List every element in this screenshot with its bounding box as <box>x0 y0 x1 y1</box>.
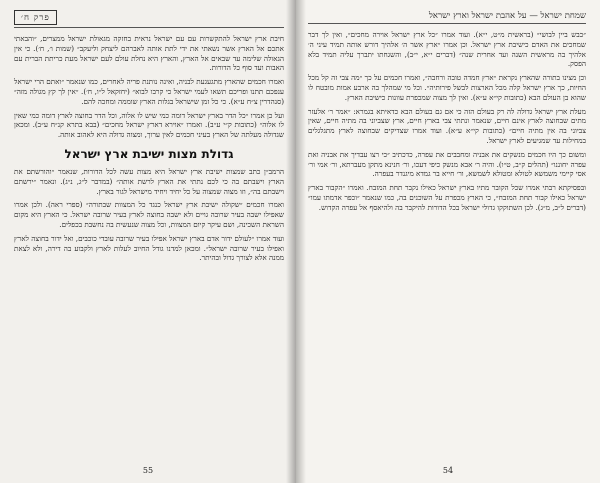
page-number-left: 55 <box>142 466 154 475</box>
paragraph: ואמרו חכמים שהארץ מתגעגעת לבניה, ואינה נותנת פריה לאחרים, כמו שנאמר ״ואתם הרי ישראל ענפכם תתנו ופריכם תשאו לעמי ישראל כי קרבו לבוא״ (יחזקאל ל״ו, ח׳). ״אין לך קץ מגולה מזה״ (סנהדרין צ״ח ע״א). כי כל זמן שישראל בגלות הארץ שוממה ומחכה להם. <box>14 77 284 106</box>
paragraph: וכן מצינו בתורה שהארץ נקראת ״ארץ חמדה טובה ורחבה״, ואמרו חכמים על כך ״מה צבי זה קל מכל החיות, כך ארץ ישראל קלה מכל הארצות לבשל פירותיה״. וכל מי שמהלך בה ארבע אמות מובטח לו שהוא בן העולם הבא (כתובות קי״א ע״א). ואין לך מצוה שמכפרת עוונות כישיבת הארץ. <box>308 73 586 102</box>
left-page-body <box>14 34 284 140</box>
paragraph: ועוד אמרו ״לעולם ידור אדם בארץ ישראל אפילו בעיר שרובה עובדי כוכבים, ואל ידור בחוצה לארץ ואפילו בעיר שרובה ישראל״. ומכאן למדנו גודל החיוב לעלות לארץ ולקבוע בה דירה, ולא לצאת ממנה אלא לצורך גדול ובהיתר. <box>14 233 284 263</box>
paragraph: ובפסיקתא רבתי אמרו שכל הקובר מתיו בארץ ישראל כאילו נקבר תחת המזבח. ואמרו ״הקבור בארץ ישראל כאילו קבור תחת המזבח״, כי הארץ מכפרת על השוכנים בה, כמו שנאמר ״וכפר אדמתו עמו״ (דברים ל״ב, מ״ג). לכן השתוקקו גדולי ישראל בכל הדורות להיקבר בה ולהיאסף אל עפרה הקדוש. <box>308 183 586 212</box>
right-page-body <box>308 30 586 213</box>
paragraph: ״כבש ביין לבושי״ (בראשית מ״ט, י״א). ועוד אמרו ״כל ארץ ישראל אוירה מחכים״, ואין לך דבר שמחכים את האדם כישיבת ארץ ישראל. וכן אמרו ״ארץ אשר ה׳ אלהיך דורש אותה תמיד עיני ה׳ אלהיך בה מראשית השנה ועד אחרית שנה״ (דברים י״א, י״ב), והשגחתו יתברך עליה תמיד בלא הפסק. <box>308 30 586 69</box>
running-head-left <box>14 10 284 28</box>
section-heading: גדולת מצות ישיבת ארץ ישראל <box>64 146 234 161</box>
left-page <box>0 0 296 483</box>
running-head-right <box>308 10 586 24</box>
left-page-body-after-heading <box>14 167 284 263</box>
paragraph: ועל כן אמרו ״כל הדר בארץ ישראל דומה כמי שיש לו אלוה, וכל הדר בחוצה לארץ דומה כמי שאין לו אלוה״ (כתובות ק״י ע״ב). ואמרו ״אוירא דארץ ישראל מחכים״ (בבא בתרא קנ״ח ע״ב). ומכאן שגדולה מעלתה של הארץ בעיני חכמים לאין ערוך, ומצוה גדולה היא לאהוב אותה. <box>14 110 284 140</box>
chapter-label: פרק ח׳ <box>14 10 57 25</box>
running-head-title: שמחת ישראל — על אהבת ישראל וארץ ישראל <box>428 11 586 21</box>
paragraph: ואמרו חכמים ״שקולה ישיבת ארץ ישראל כנגד כל המצוות שבתורה״ (ספרי ראה). ולכן אמרו שאפילו ישבה בעיר שרובה גויים ולא ישבה בחוצה לארץ בעיר שרובה ישראל. כי הארץ היא מקום השראת השכינה, ושם עיקר קיום המצוות, וכל מצוה שנעשית בה נחשבת בכפלים. <box>14 200 284 229</box>
page-number-right: 54 <box>442 466 454 475</box>
right-page <box>296 0 600 483</box>
gutter-shadow <box>296 0 306 483</box>
gutter-shadow <box>286 0 296 483</box>
paragraph: ומשום כך היו חכמים מנשקים את אבניה ומחבבים את עפרה, כדכתיב ״כי רצו עבדיך את אבניה ואת עפרה יחוננו״ (תהלים ק״ב, ט״ו). והיה ר׳ אבא מנשק כיפי דעכו, ור׳ חנינא מתקן מעברתא, ור׳ אמי ור׳ אסי קיימי משמשא לטולא ומטולא לשמשא, ור׳ חייא בר גמדא מיגנדר בעפרה. <box>308 149 586 179</box>
paragraph: חיבת ארץ ישראל להתקשרות עם עם ישראל נראית בחזקה מגאולת ישראל ממצרים, ״והבאתי אתכם אל הארץ אשר נשאתי את ידי לתת אותה לאברהם ליצחק וליעקב״ (שמות ו׳, ח׳). כי אין הגאולה שלימה עד שבאים אל הארץ, והארץ היא נחלת עולם לעם ישראל מעת כריתת הברית עם האבות ועד סוף כל הדורות. <box>14 34 284 73</box>
paragraph: הרמב״ן כתב שמצות ישיבת ארץ ישראל היא מצות עשה לכל הדורות, שנאמר ״והורשתם את הארץ וישבתם בה כי לכם נתתי את הארץ לרשת אותה״ (במדבר ל״ג, נ״ג). ונאמר ״ירשתם וישבתם בה״, וזו מצוה שמצוה על כל יחיד ויחיד מישראל לגור בארץ. <box>14 166 284 196</box>
paragraph: מעלת ארץ ישראל גדולה לה רק בעולם הזה כי אם גם בעולם הבא כדאיתא בגמרא: ״אמר ר׳ אלעזר מתים שבחוצה לארץ אינם חיים, שנאמר ונתתי צבי בארץ חיים, ארץ שצביוני בה מתיה חיים, שאין צביוני בה אין מתיה חיים״ (כתובות קי״א ע״א). ועוד אמרו שצדיקים שבחוצה לארץ מתגלגלים במחילות עד שמגיעים לארץ ישראל. <box>308 106 586 145</box>
